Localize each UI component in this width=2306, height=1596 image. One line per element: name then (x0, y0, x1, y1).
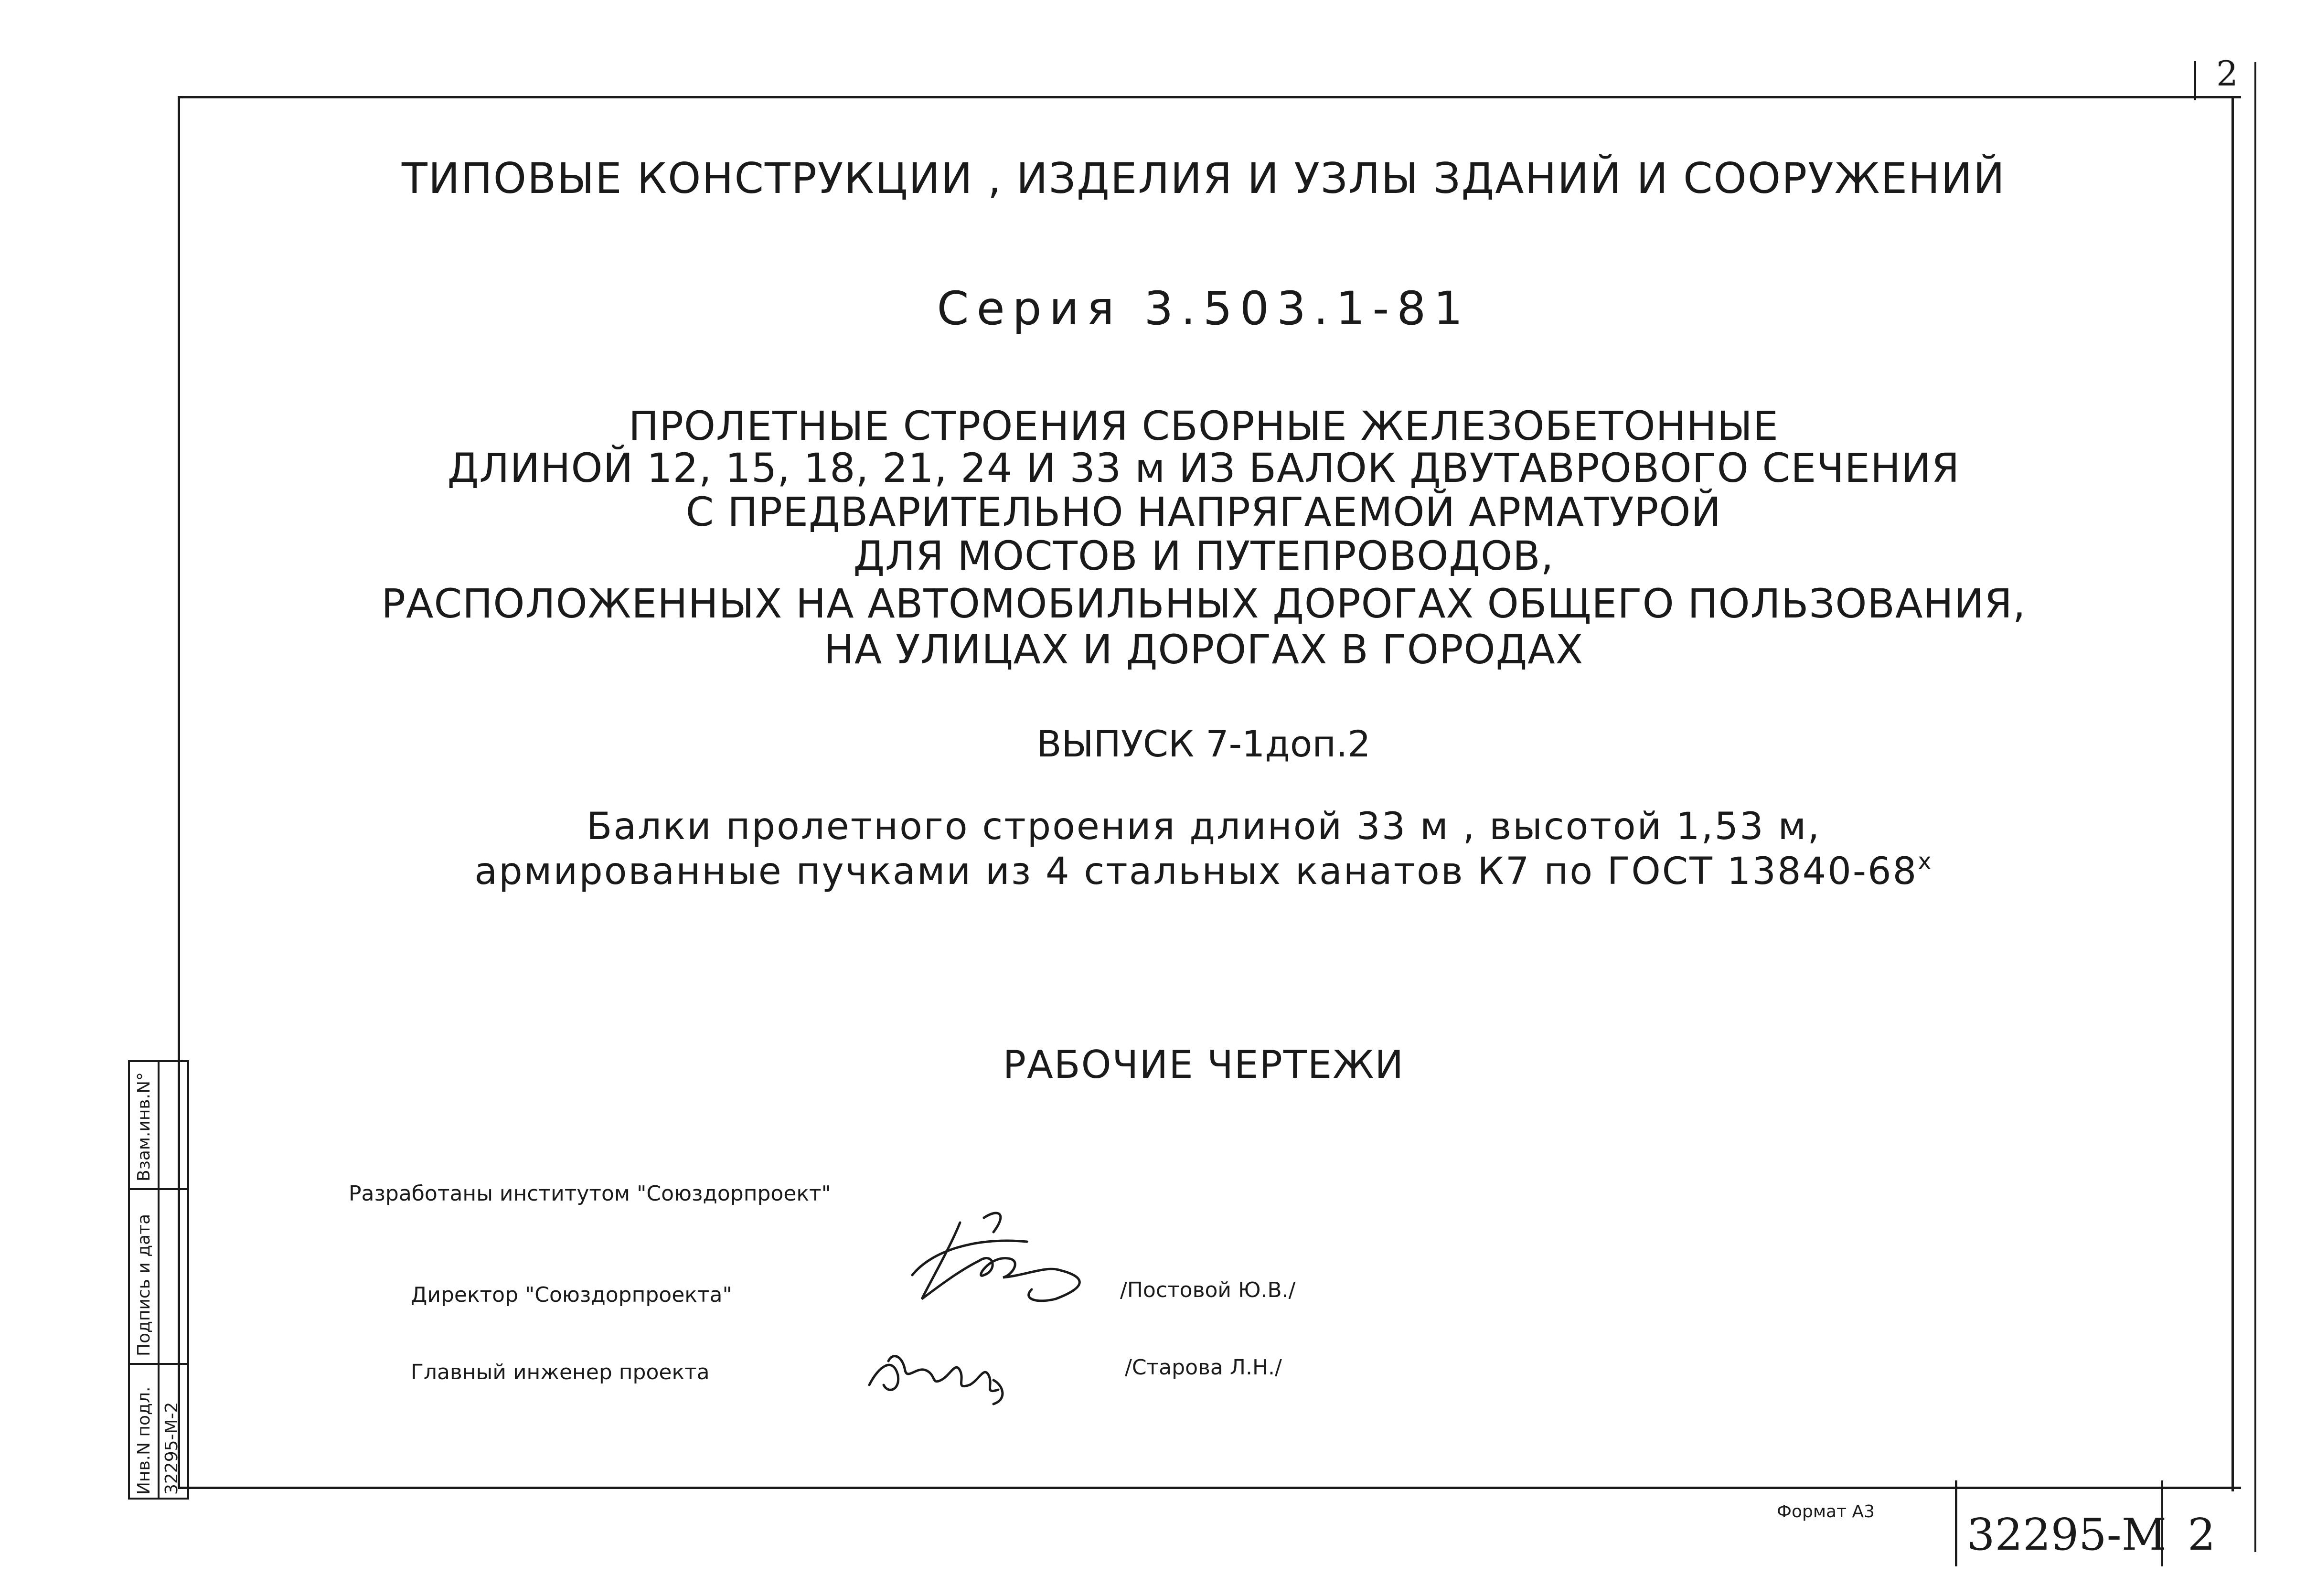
approval-stamp (128, 1060, 189, 1500)
stamp-replaced-label: Взам.инв.N° (134, 1072, 154, 1181)
subtitle-line-2-text: армированные пучками из 4 стальных канатов К7 по ГОСТ 13840-68 (474, 850, 1918, 893)
subtitle-superscript: х (1918, 848, 1933, 875)
title-line-5: РАСПОЛОЖЕННЫХ НА АВТОМОБИЛЬНЫХ ДОРОГАХ ОБЩЕГО ПОЛЬЗОВАНИЯ, (381, 580, 2026, 627)
signature-role-chief-engineer: Главный инженер проекта (411, 1360, 710, 1384)
title-line-2: ДЛИНОЙ 12, 15, 18, 21, 24 И 33 м ИЗ БАЛОК ДВУТАВРОВОГО СЕЧЕНИЯ (447, 445, 1960, 491)
stamp-row-divider (130, 1363, 187, 1365)
frame-right-rule (2231, 96, 2234, 1491)
sheet-number: 2 (2188, 1509, 2216, 1560)
top-sheet-rule (2194, 61, 2196, 100)
issue-label: ВЫПУСК 7-1доп.2 (1036, 723, 1371, 765)
stamp-column-divider (158, 1062, 160, 1498)
document-number: 32295-М (1967, 1509, 2167, 1560)
stamp-signature-label: Подпись и дата (134, 1213, 154, 1356)
signature-role-director: Директор "Союздорпроекта" (411, 1283, 732, 1307)
signature-mark-chief-engineer (860, 1332, 1022, 1414)
signature-mark-director (903, 1203, 1113, 1318)
title-line-6: НА УЛИЦАХ И ДОРОГАХ В ГОРОДАХ (823, 626, 1584, 673)
signature-name-director: /Постовой Ю.В./ (1120, 1278, 1296, 1302)
stamp-inventory-label: Инв.N подл. (134, 1386, 154, 1495)
title-line-4: ДЛЯ МОСТОВ И ПУТЕПРОВОДОВ, (853, 532, 1554, 579)
top-sheet-number: 2 (2216, 53, 2238, 94)
header-title: ТИПОВЫЕ КОНСТРУКЦИИ , ИЗДЕЛИЯ И УЗЛЫ ЗДАНИЙ И СООРУЖЕНИЙ (402, 154, 2006, 203)
title-line-3: С ПРЕДВАРИТЕЛЬНО НАПРЯГАЕМОЙ АРМАТУРОЙ (685, 489, 1722, 535)
stamp-inventory-number: 32295-М-2 (162, 1402, 181, 1495)
frame-outer-right-rule (2254, 62, 2256, 1552)
doc-block-left-rule (1955, 1480, 1957, 1566)
series-label: Серия 3.503.1-81 (937, 282, 1471, 335)
subtitle-line-2 (363, 848, 2044, 893)
subtitle-line-1: Балки пролетного строения длиной 33 м , высотой 1,53 м, (586, 805, 1821, 848)
developer-text: Разработаны институтом "Союздорпроект" (349, 1181, 831, 1206)
working-drawings-label: РАБОЧИЕ ЧЕРТЕЖИ (1003, 1043, 1405, 1087)
signature-name-chief-engineer: /Старова Л.Н./ (1125, 1355, 1282, 1380)
format-label: Формат А3 (1777, 1502, 1875, 1522)
title-line-1: ПРОЛЕТНЫЕ СТРОЕНИЯ СБОРНЫЕ ЖЕЛЕЗОБЕТОННЫЕ (629, 403, 1779, 449)
stamp-row-divider (130, 1188, 187, 1190)
